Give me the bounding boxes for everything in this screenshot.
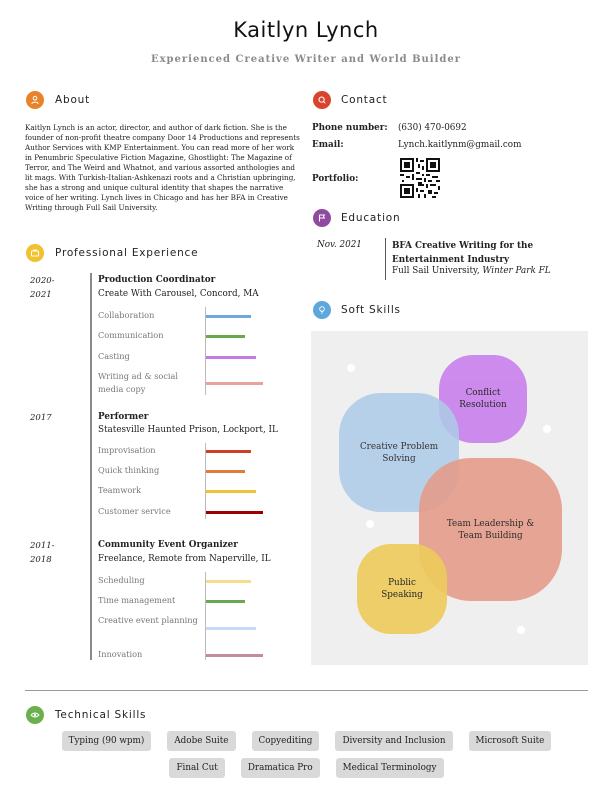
- skill-bar: [206, 600, 245, 603]
- skill-label: Communication: [98, 330, 164, 340]
- job-title: Community Event Organizer: [98, 540, 238, 550]
- skill-label: Improvisation: [98, 445, 156, 455]
- job-year-end: 2018: [30, 555, 52, 565]
- decor-dot: [366, 520, 374, 528]
- skill-axis: [205, 572, 206, 660]
- soft-skill-public-speaking: Public Speaking: [357, 544, 447, 634]
- skill-bar: [206, 450, 251, 453]
- job-org: Create With Carousel, Concord, MA: [98, 289, 259, 299]
- skill-label: Writing ad & social media copy: [98, 371, 179, 394]
- section-divider: [25, 690, 588, 691]
- job-year-end: 2021: [30, 290, 52, 300]
- soft-skill-creative-problem-solving: Creative Problem Solving: [339, 393, 459, 512]
- about-text: Kaitlyn Lynch is an actor, director, and author of dark fiction. She is the founder of non-profit theatre company Door 14 Productions and represents Author Services with KMP Entertainment. You can read more of her work in Penumbric Speculative Fiction Magazine, Ghostlight: The Magazine of Terror, and The Weird and Whatnot, and various assorted anthologies and lit mags. With Turkish-Italian-Ashkenazi roots and a Christian upbringing, she has a strong and unique cultural identity that shapes the narrative voice of her writing. Lynch lives in Chicago and has her BFA in Creative Writing through Full Sail University.: [25, 123, 300, 212]
- phone-value[interactable]: (630) 470-0692: [398, 123, 467, 133]
- skill-label: Innovation: [98, 649, 143, 659]
- skill-tag: Final Cut: [169, 758, 224, 778]
- skill-bar: [206, 382, 263, 385]
- decor-dot: [543, 425, 551, 433]
- skill-tag: Dramatica Pro: [241, 758, 320, 778]
- job-year-start: 2020-: [30, 276, 55, 286]
- phone-icon: [313, 91, 331, 109]
- skill-bar: [206, 470, 245, 473]
- portfolio-label: Portfolio:: [312, 174, 359, 184]
- skill-label: Customer service: [98, 506, 171, 516]
- skill-bar: [206, 335, 245, 338]
- experience-heading: Professional Experience: [55, 247, 199, 259]
- phone-label: Phone number:: [312, 123, 388, 133]
- candidate-title: Experienced Creative Writer and World Builder: [150, 54, 462, 65]
- skill-tag: Adobe Suite: [167, 731, 235, 751]
- decor-dot: [347, 364, 355, 372]
- skill-bar: [206, 580, 251, 583]
- job-title: Production Coordinator: [98, 275, 216, 285]
- about-heading: About: [55, 94, 91, 106]
- skill-bar: [206, 490, 256, 493]
- soft-skills-heading: Soft Skills: [341, 304, 401, 316]
- skill-tag: Diversity and Inclusion: [335, 731, 452, 751]
- skill-tag: Typing (90 wpm): [62, 731, 152, 751]
- experience-timeline: [90, 273, 92, 660]
- school-name: Full Sail University,: [392, 266, 480, 276]
- qr-code-icon[interactable]: [400, 158, 440, 198]
- skill-label: Scheduling: [98, 575, 145, 585]
- education-divider: [385, 238, 386, 280]
- skill-tag: Medical Terminology: [336, 758, 444, 778]
- email-link[interactable]: Lynch.kaitlynm@gmail.com: [398, 140, 522, 150]
- briefcase-icon: [26, 244, 44, 262]
- email-label: Email:: [312, 140, 344, 150]
- lightbulb-icon: [313, 301, 331, 319]
- education-date: Nov. 2021: [317, 240, 362, 250]
- decor-dot: [517, 626, 525, 634]
- job-year-start: 2017: [30, 413, 52, 423]
- contact-heading: Contact: [341, 94, 388, 106]
- job-year-start: 2011-: [30, 541, 55, 551]
- education-degree: BFA Creative Writing for the Entertainment Industry: [392, 241, 534, 265]
- skill-bar: [206, 356, 256, 359]
- skill-tag: Microsoft Suite: [469, 731, 552, 751]
- job-org: Freelance, Remote from Naperville, IL: [98, 554, 271, 564]
- eye-icon: [26, 706, 44, 724]
- skill-bar: [206, 315, 251, 318]
- skill-label: Creative event planning: [98, 615, 198, 625]
- candidate-name: Kaitlyn Lynch: [233, 18, 379, 42]
- skill-bar: [206, 511, 263, 514]
- skill-axis: [205, 443, 206, 519]
- technical-skills-list: [25, 731, 588, 778]
- education-heading: Education: [341, 212, 401, 224]
- skill-tag: Copyediting: [252, 731, 320, 751]
- person-icon: [26, 91, 44, 109]
- school-location: Winter Park FL: [482, 266, 551, 276]
- soft-skill-conflict-resolution: Conflict Resolution: [439, 355, 527, 443]
- soft-skills-panel: [311, 331, 588, 665]
- skill-label: Quick thinking: [98, 465, 160, 475]
- skill-bar: [206, 627, 256, 630]
- skill-bar: [206, 654, 263, 657]
- flag-icon: [313, 209, 331, 227]
- technical-skills-heading: Technical Skills: [55, 709, 147, 721]
- skill-label: Teamwork: [98, 485, 142, 495]
- skill-label: Collaboration: [98, 310, 155, 320]
- job-title: Performer: [98, 412, 149, 422]
- soft-skill-team-leadership: Team Leadership & Team Building: [419, 458, 562, 601]
- skill-label: Casting: [98, 351, 130, 361]
- job-org: Statesville Haunted Prison, Lockport, IL: [98, 425, 278, 435]
- education-school: [392, 266, 551, 276]
- skill-label: Time management: [98, 595, 176, 605]
